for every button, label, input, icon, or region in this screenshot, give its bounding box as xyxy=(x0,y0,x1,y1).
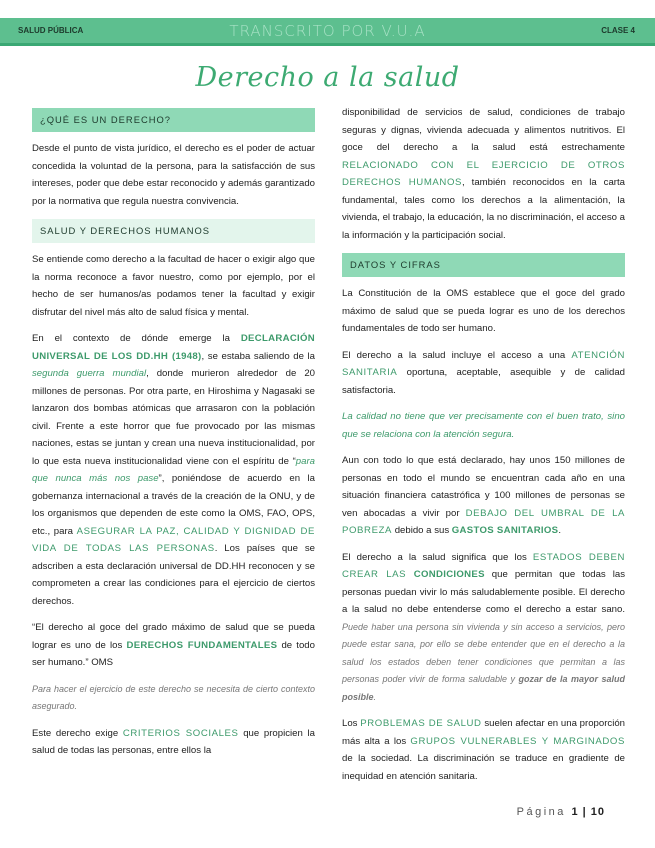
paragraph xyxy=(342,715,625,785)
header-transcriber: TRANSCRITO POR V.U.A xyxy=(229,22,426,40)
text: ”, poniéndose de acuerdo en la gobernanza internacional a través de la creación de la ONU, y de los organismos que dependen de este como la OMS, FAO, OPS, etc., para xyxy=(32,473,315,537)
section-title-datos-cifras: DATOS Y CIFRAS xyxy=(342,253,625,277)
paragraph xyxy=(342,104,625,244)
highlight: DERECHOS FUNDAMENTALES xyxy=(126,639,278,651)
text: de la sociedad. La discriminación se traduce en gradiente de inequidad en atención sanitaria. xyxy=(342,753,625,782)
text: El derecho a la salud significa que los xyxy=(342,551,533,563)
text: . xyxy=(558,525,562,536)
text: debido a sus xyxy=(392,525,452,536)
text: disponibilidad de servicios de salud, condiciones de trabajo seguras y dignas, vivienda adecuada y alimentos nutritivos. El goce del derecho a la salud está estrechamente xyxy=(342,107,625,153)
highlight: CRITERIOS SOCIALES xyxy=(122,727,239,739)
note: La calidad no tiene que ver precisamente con el buen trato, sino que se relaciona con la atención segura. xyxy=(342,411,625,440)
text: “El derecho al goce del grado máximo de salud que se pueda lograr es uno de los xyxy=(32,622,315,651)
text: suelen afectar en una proporción más alta a los xyxy=(342,718,625,747)
highlight: DEBAJO DEL UMBRAL DE LA POBREZA xyxy=(342,507,626,536)
section-title-que-es-derecho: ¿QUÉ ES UN DERECHO? xyxy=(32,108,315,132)
paragraph xyxy=(32,725,315,760)
highlight: RELACIONADO CON EL EJERCICIO DE OTROS DERECHOS HUMANOS xyxy=(342,159,625,188)
paragraph: La Constitución de la OMS establece que el goce del grado máximo de salud que se pueda lograr es uno de los derechos fundamentales de todo ser humano. xyxy=(342,288,625,334)
highlight: ASEGURAR LA PAZ, CALIDAD Y DIGNIDAD DE VIDA DE TODAS LAS PERSONAS xyxy=(32,525,315,554)
text: Este derecho exige xyxy=(32,727,123,739)
text: Aun con todo lo que está declarado, hay unos 150 millones de personas en todo el mundo se encuentran cada año en una situación financiera catastrófica y 100 millones de personas se ven abocadas a vivir por xyxy=(342,455,625,519)
highlight: ESTADOS DEBEN CREAR LAS xyxy=(342,551,625,580)
text: oportuna, aceptable, asequible y de calidad satisfactoria. xyxy=(342,367,625,396)
section-title-salud-ddhh: SALUD Y DERECHOS HUMANOS xyxy=(32,219,315,243)
header-class: CLASE 4 xyxy=(601,26,635,35)
note-emphasis: gozar de la mayor salud posible xyxy=(342,674,625,702)
quote-oms xyxy=(32,619,315,672)
text: Los xyxy=(342,718,361,729)
text: , se estaba saliendo de la xyxy=(201,350,315,362)
paragraph xyxy=(342,549,625,707)
right-column xyxy=(342,104,625,794)
page-number xyxy=(517,806,605,818)
text: de todo ser humano.” OMS xyxy=(32,639,315,668)
text: , donde murieron alrededor de 20 millones de personas. Por otra parte, en Hiroshima y Nagasaki se lanzaron dos bombas atómicas que arrasaron con la población civil. Frente a este horror que fue provocado por las mismas naciones, estas se juntan y crean una nueva institucionalidad, por lo que esta nueva institucionalidad viene con el espíritu de “ xyxy=(32,368,315,467)
header-bar xyxy=(0,18,655,46)
left-column xyxy=(32,108,315,769)
emphasis: segunda guerra mundial xyxy=(32,368,147,379)
highlight: GRUPOS VULNERABLES Y MARGINADOS xyxy=(410,735,625,747)
text: , también reconocidos en la carta fundamental, tales como los derechos a la alimentación, la vivienda, el trabajo, la educación, la no discriminación, el acceso a la información y la participación social. xyxy=(342,177,625,241)
text: El derecho a la salud incluye el acceso a una xyxy=(342,349,572,361)
emphasis: para que nunca más nos pase xyxy=(32,455,315,484)
paragraph: Se entiende como derecho a la facultad de hacer o exigir algo que la norma reconoce a favor nuestro, como por ejemplo, por el hecho de ser humanos/as podamos tener la facultad y exigir disfrutar del nivel más alto de salud física y mental. xyxy=(32,254,315,318)
page-count: 1 | 10 xyxy=(571,806,605,818)
note: Puede haber una persona sin vivienda y sin acceso a servicios, pero puede estar sana, por ello se debe entender que en el derecho a la salud los estados deben tener condiciones que permitan a las personas poder vivir de forma saludable y xyxy=(342,621,625,684)
note: Para hacer el ejercicio de este derecho se necesita de cierto contexto asegurado. xyxy=(32,683,315,711)
paragraph xyxy=(342,452,625,540)
highlight: GASTOS SANITARIOS xyxy=(451,525,559,536)
page-title: Derecho a la salud xyxy=(195,62,460,93)
text: En el contexto de dónde emerge la xyxy=(32,333,241,344)
note: . xyxy=(373,691,377,702)
highlight: ATENCIÓN SANITARIA xyxy=(342,349,625,378)
text: que propicien la salud de todas las personas, entre ellos la xyxy=(32,727,315,756)
paragraph: Desde el punto de vista jurídico, el derecho es el poder de actuar concedida la voluntad de la persona, para la satisfacción de sus intereses, poder que debe estar reconocido y además garantizado por la normativa que regula nuestra convivencia. xyxy=(32,143,315,207)
page-label: Página xyxy=(516,806,572,818)
header-subject: SALUD PÚBLICA xyxy=(18,26,84,35)
highlight: DECLARACIÓN UNIVERSAL DE LOS DD.HH (1948) xyxy=(32,333,315,362)
highlight: PROBLEMAS DE SALUD xyxy=(360,718,482,729)
text: que permitan que todas las personas puedan vivir lo más saludablemente posible. El derecho a la salud no debe entenderse como el derecho a estar sano. xyxy=(342,569,625,615)
text: . Los países que se adscriben a esta declaración universal de DD.HH reconocen y se comprometen a crear las condiciones para el ejercicio de ciertos derechos. xyxy=(32,543,315,607)
highlight: CONDICIONES xyxy=(413,569,485,580)
paragraph xyxy=(342,347,625,400)
paragraph-context xyxy=(32,330,315,610)
